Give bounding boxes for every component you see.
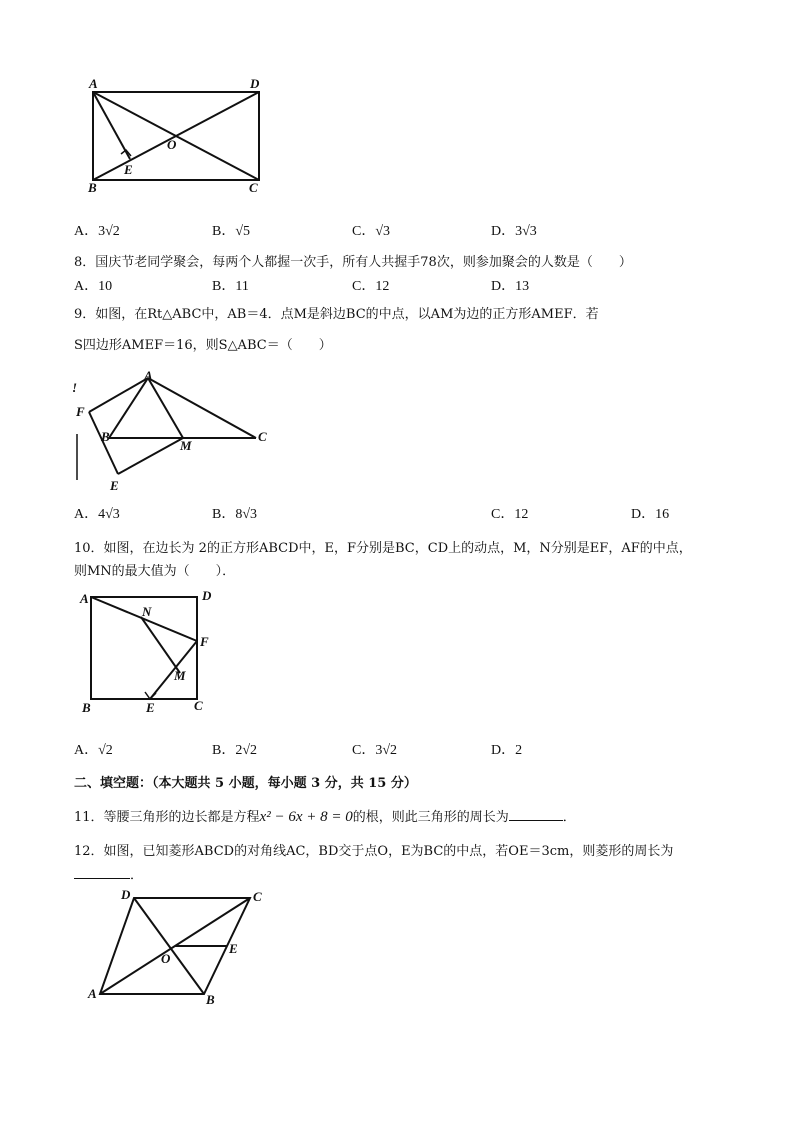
q7-option-b: B．√5 bbox=[212, 224, 251, 239]
q9-option-a: A．4√3 bbox=[74, 507, 120, 522]
label-E: E bbox=[110, 478, 119, 493]
q9-stem-line1: 9．如图，在Rt△ABC中，AB＝4．点M是斜边BC的中点，以AM为边的正方形AMEF．若 bbox=[74, 307, 599, 322]
label-E: E bbox=[229, 941, 238, 956]
q10-stem-line1: 10．如图，在边长为 2的正方形ABCD中，E，F分别是BC，CD上的动点，M，N分别是EF，AF的中点， bbox=[74, 541, 692, 556]
label-A: A bbox=[89, 76, 98, 91]
label-C: C bbox=[253, 889, 262, 904]
q12-stem-line1: 12．如图，已知菱形ABCD的对角线AC，BD交于点O，E为BC的中点，若OE＝3cm，则菱形的周长为 bbox=[74, 844, 674, 859]
q8-stem: 8．国庆节老同学聚会，每两个人都握一次手，所有人共握手78次，则参加聚会的人数是（ ） bbox=[74, 255, 632, 270]
q10-option-b: B．2√2 bbox=[212, 743, 258, 758]
q9-option-d: D．16 bbox=[631, 507, 670, 522]
q8-option-a: A．10 bbox=[74, 279, 113, 294]
q11-end: ． bbox=[562, 810, 576, 825]
label-F: F bbox=[200, 634, 209, 649]
q7-option-a: A．3√2 bbox=[74, 224, 120, 239]
q10-option-d: D．2 bbox=[491, 743, 523, 758]
q8-option-d: D．13 bbox=[491, 279, 530, 294]
fig9-mark: ! bbox=[72, 380, 78, 395]
q11-equation: x² − 6x + 8 = 0 bbox=[259, 809, 353, 825]
label-O: O bbox=[161, 951, 171, 966]
section-title-fill-in: 二、填空题：（本大题共 5 小题，每小题 3 分，共 15 分） bbox=[74, 776, 417, 791]
label-M: M bbox=[180, 438, 192, 453]
label-B: B bbox=[88, 180, 97, 195]
q9-option-b: B．8√3 bbox=[212, 507, 258, 522]
q11-stem-after: 的根，则此三角形的周长为 bbox=[352, 810, 509, 825]
q9-stem-line2: S四边形AMEF＝16，则S△ABC＝（ ） bbox=[74, 338, 332, 353]
label-C: C bbox=[194, 698, 203, 713]
label-C: C bbox=[249, 180, 258, 195]
label-B: B bbox=[82, 700, 91, 715]
label-M: M bbox=[174, 668, 186, 683]
label-E: E bbox=[146, 700, 155, 715]
label-A: A bbox=[88, 986, 97, 1001]
label-N: N bbox=[142, 604, 152, 619]
label-B: B bbox=[101, 429, 110, 444]
label-D: D bbox=[250, 76, 260, 91]
q8-option-b: B．11 bbox=[212, 279, 249, 294]
q10-option-a: A．√2 bbox=[74, 743, 113, 758]
label-A: A bbox=[80, 591, 89, 606]
q7-option-c: C．√3 bbox=[352, 224, 391, 239]
q11-stem-before: 11．等腰三角形的边长都是方程 bbox=[74, 810, 260, 825]
q12-end: ． bbox=[130, 868, 144, 883]
q9-option-c: C．12 bbox=[491, 507, 529, 522]
q10-stem-line2: 则MN的最大值为（ ）． bbox=[74, 564, 236, 579]
label-E: E bbox=[124, 162, 133, 177]
label-F: F bbox=[76, 404, 85, 419]
q7-option-d: D．3√3 bbox=[491, 224, 537, 239]
q10-option-c: C．3√2 bbox=[352, 743, 398, 758]
label-O: O bbox=[167, 137, 177, 152]
label-A: A bbox=[144, 368, 153, 383]
q8-option-c: C．12 bbox=[352, 279, 390, 294]
label-C: C bbox=[258, 429, 267, 444]
label-B: B bbox=[206, 992, 215, 1007]
label-D: D bbox=[121, 887, 131, 902]
label-D: D bbox=[202, 588, 212, 603]
